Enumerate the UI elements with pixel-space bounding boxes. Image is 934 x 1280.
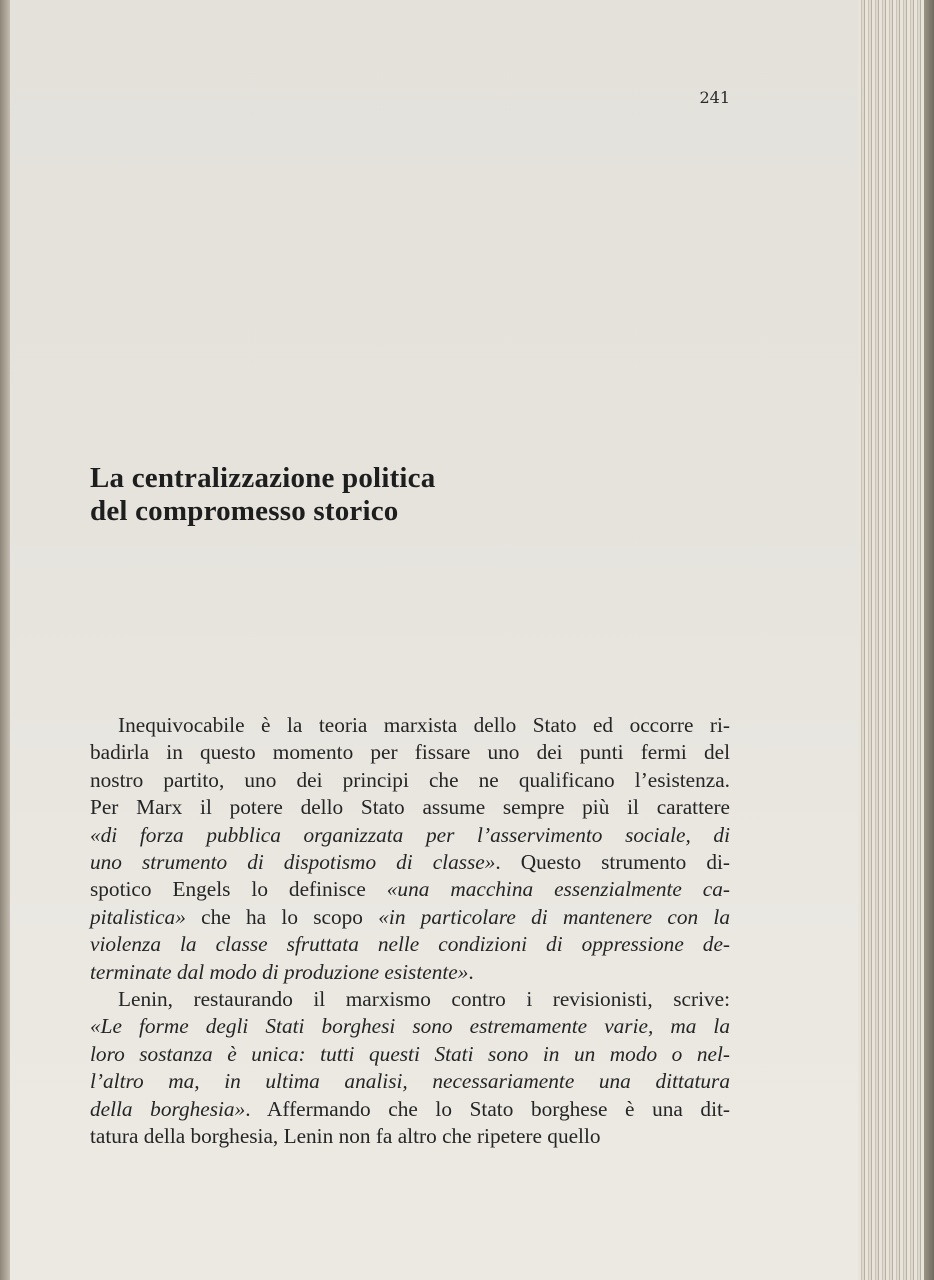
italic-quote: «una macchina essenzialmente ca- bbox=[386, 877, 731, 902]
page-number: 241 bbox=[699, 88, 730, 107]
text-run: . Questo strumento di- bbox=[495, 850, 730, 875]
italic-quote: «Le forme degli Stati borghesi sono estremamente varie, ma la bbox=[90, 1014, 730, 1039]
text-run: Lenin, restaurando il marxismo contro i revisionisti, scrive: bbox=[118, 987, 730, 1012]
paragraph bbox=[90, 712, 730, 986]
italic-quote: terminate dal modo di produzione esistente» bbox=[90, 959, 469, 984]
text-run: spotico Engels lo definisce bbox=[90, 877, 387, 902]
text-run: che ha lo scopo bbox=[185, 904, 379, 929]
italic-quote: pitalistica» bbox=[90, 904, 186, 929]
text-line bbox=[90, 739, 730, 766]
text-line bbox=[90, 1123, 730, 1150]
chapter-title bbox=[90, 462, 435, 528]
italic-quote: «in particolare di mantenere con la bbox=[378, 904, 730, 929]
page-edges bbox=[858, 0, 934, 1280]
text-line bbox=[90, 1096, 730, 1123]
text-run: nostro partito, uno dei principi che ne qualificano l’esistenza. bbox=[90, 767, 730, 792]
italic-quote: l’altro ma, in ultima analisi, necessariamente una dittatura bbox=[90, 1069, 730, 1094]
text-run: . bbox=[468, 959, 474, 984]
text-run: Per Marx il potere dello Stato assume sempre più il carattere bbox=[90, 795, 730, 820]
text-run: . Affermando che lo Stato borghese è una dit- bbox=[245, 1096, 730, 1121]
italic-quote: violenza la classe sfruttata nelle condizioni di oppressione de- bbox=[90, 932, 730, 957]
text-line bbox=[90, 931, 730, 958]
text-line bbox=[90, 904, 730, 931]
text-run: badirla in questo momento per fissare uno dei punti fermi del bbox=[90, 740, 730, 765]
body-text bbox=[90, 712, 730, 1151]
text-line bbox=[90, 794, 730, 821]
text-line bbox=[90, 959, 730, 986]
italic-quote: della borghesia» bbox=[90, 1096, 246, 1121]
text-run: Inequivocabile è la teoria marxista dello Stato ed occorre ri- bbox=[118, 713, 730, 737]
italic-quote: uno strumento di dispotismo di classe» bbox=[90, 850, 496, 875]
text-line bbox=[90, 767, 730, 794]
italic-quote: «di forza pubblica organizzata per l’asservimento sociale, di bbox=[90, 822, 730, 847]
text-line bbox=[90, 1013, 730, 1040]
text-run: tatura della borghesia, Lenin non fa altro che ripetere quello bbox=[90, 1124, 601, 1149]
text-line bbox=[90, 849, 730, 876]
text-line bbox=[90, 1068, 730, 1095]
chapter-title-line: del compromesso storico bbox=[90, 495, 399, 527]
text-line bbox=[90, 876, 730, 903]
italic-quote: loro sostanza è unica: tutti questi Stati sono in un modo o nel- bbox=[90, 1041, 730, 1066]
text-line bbox=[90, 822, 730, 849]
text-line bbox=[90, 1041, 730, 1068]
text-line bbox=[90, 986, 730, 1013]
paragraph bbox=[90, 986, 730, 1150]
text-line bbox=[90, 712, 730, 739]
chapter-title-line: La centralizzazione politica bbox=[90, 462, 436, 494]
